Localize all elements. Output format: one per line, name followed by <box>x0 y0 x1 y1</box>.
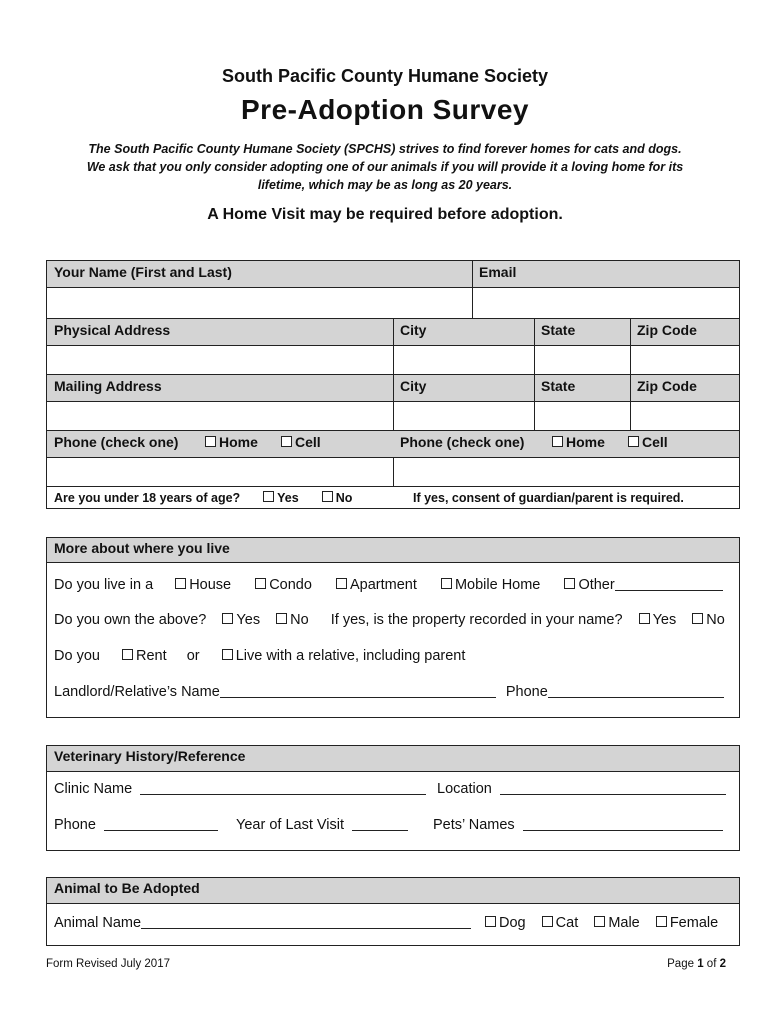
residence-section <box>46 537 740 718</box>
no-label: No <box>290 612 309 628</box>
age-no-option[interactable] <box>320 491 353 505</box>
mailing-city-input[interactable] <box>394 396 534 430</box>
own-no-option[interactable] <box>274 612 309 628</box>
divider <box>534 318 535 430</box>
option-condo[interactable] <box>253 577 312 593</box>
pets-names-input[interactable] <box>523 817 723 831</box>
phone2-input[interactable] <box>394 452 739 486</box>
option-other[interactable] <box>562 577 614 593</box>
female-option[interactable] <box>654 915 718 931</box>
live-in-prompt: Do you live in a <box>54 577 154 593</box>
email-label: Email <box>479 264 517 280</box>
yes-label: Yes <box>652 612 677 628</box>
recorded-prompt: If yes, is the property recorded in your name? <box>330 612 623 628</box>
phone1-cell-option[interactable] <box>279 433 321 451</box>
mailing-state-input[interactable] <box>535 396 630 430</box>
home-visit-notice: A Home Visit may be required before adoption. <box>207 206 563 223</box>
veterinary-header: Veterinary History/Reference <box>47 746 739 772</box>
checkbox[interactable] <box>639 613 650 624</box>
physical-city-input[interactable] <box>394 340 534 374</box>
phone2-label: Phone (check one) <box>400 434 525 450</box>
rent-row <box>54 647 465 665</box>
checkbox[interactable] <box>322 491 333 502</box>
checkbox[interactable] <box>175 578 186 589</box>
checkbox[interactable] <box>542 916 553 927</box>
option-label: House <box>189 577 232 593</box>
checkbox[interactable] <box>485 916 496 927</box>
no-label: No <box>706 612 725 628</box>
vet-phone-input[interactable] <box>104 817 218 831</box>
pets-names-row <box>433 816 723 834</box>
option-mobile-home[interactable] <box>439 577 540 593</box>
intro-text <box>40 140 730 194</box>
age-question-row <box>54 489 352 507</box>
rent-label: Rent <box>136 648 167 664</box>
vet-phone-label: Phone <box>54 817 96 833</box>
rent-option[interactable] <box>120 648 167 664</box>
pets-names-label: Pets’ Names <box>433 817 515 833</box>
mailing-zip-input[interactable] <box>631 396 739 430</box>
page-total: 2 <box>719 958 726 970</box>
landlord-row <box>54 683 724 701</box>
residence-header: More about where you live <box>47 538 739 563</box>
other-input[interactable] <box>615 577 723 591</box>
phone2-home-option[interactable] <box>550 433 605 451</box>
checkbox[interactable] <box>656 916 667 927</box>
checkbox[interactable] <box>263 491 274 502</box>
clinic-input[interactable] <box>140 781 426 795</box>
checkbox[interactable] <box>281 436 292 447</box>
intro-line: The South Pacific County Humane Society (SPCHS) strives to find forever homes for cats and dogs. <box>88 142 682 156</box>
last-visit-label: Year of Last Visit <box>236 817 345 833</box>
mailing-address-label: Mailing Address <box>54 378 162 394</box>
clinic-row <box>54 780 426 798</box>
name-input[interactable] <box>47 283 472 318</box>
option-label: Mobile Home <box>454 577 541 593</box>
last-visit-input[interactable] <box>352 817 408 831</box>
option-label: Male <box>608 915 640 931</box>
physical-state-input[interactable] <box>535 340 630 374</box>
phone-label: Phone (check one) <box>54 434 179 450</box>
do-you-prompt: Do you <box>54 648 100 664</box>
home-label: Home <box>566 434 605 450</box>
option-house[interactable] <box>173 577 231 593</box>
option-apartment[interactable] <box>334 577 417 593</box>
own-row <box>54 611 725 629</box>
page-current: 1 <box>697 958 704 970</box>
relative-label: Live with a relative, including parent <box>235 648 466 664</box>
mailing-address-input[interactable] <box>47 396 393 430</box>
home-label: Home <box>219 434 258 450</box>
email-input[interactable] <box>473 283 739 318</box>
checkbox[interactable] <box>255 578 266 589</box>
zip-label: Zip Code <box>637 322 697 338</box>
checkbox[interactable] <box>122 649 133 660</box>
animal-section <box>46 877 740 946</box>
physical-address-input[interactable] <box>47 340 393 374</box>
checkbox[interactable] <box>552 436 563 447</box>
checkbox[interactable] <box>336 578 347 589</box>
landlord-label: Landlord/Relative’s Name <box>54 684 220 700</box>
animal-name-input[interactable] <box>141 915 471 929</box>
location-row <box>437 780 726 798</box>
checkbox[interactable] <box>276 613 287 624</box>
phone1-input[interactable] <box>47 452 393 486</box>
state-label: State <box>541 322 576 338</box>
location-input[interactable] <box>500 781 726 795</box>
option-label: Dog <box>499 915 526 931</box>
age-question: Are you under 18 years of age? <box>54 491 241 505</box>
veterinary-section <box>46 745 740 851</box>
landlord-input[interactable] <box>220 684 496 698</box>
city-label: City <box>400 378 427 394</box>
cell-label: Cell <box>295 434 321 450</box>
dog-option[interactable] <box>483 915 526 931</box>
organization-name: South Pacific County Humane Society <box>221 66 549 86</box>
vet-phone-row <box>54 816 218 834</box>
divider <box>630 318 631 430</box>
checkbox[interactable] <box>222 613 233 624</box>
live-in-row <box>54 576 723 594</box>
option-label: Cat <box>555 915 579 931</box>
form-title: Pre-Adoption Survey <box>241 94 529 125</box>
page-number <box>667 958 726 970</box>
own-prompt: Do you own the above? <box>54 612 207 628</box>
yes-label: Yes <box>277 491 299 505</box>
intro-line: We ask that you only consider adopting one of our animals if you will provide it a loving home for its <box>86 160 684 174</box>
animal-name-row <box>54 914 471 932</box>
option-label: Other <box>578 577 615 593</box>
landlord-phone-input[interactable] <box>548 684 724 698</box>
checkbox[interactable] <box>222 649 233 660</box>
divider <box>47 486 739 487</box>
animal-header: Animal to Be Adopted <box>47 878 739 904</box>
city-label: City <box>400 322 427 338</box>
intro-line: lifetime, which may be as long as 20 years. <box>257 178 513 192</box>
last-visit-row <box>236 816 408 834</box>
checkbox[interactable] <box>628 436 639 447</box>
page-of: of <box>703 958 720 970</box>
checkbox[interactable] <box>594 916 605 927</box>
checkbox[interactable] <box>441 578 452 589</box>
animal-name-label: Animal Name <box>54 915 142 931</box>
zip-label: Zip Code <box>637 378 697 394</box>
animal-options-row <box>483 914 718 932</box>
yes-label: Yes <box>236 612 261 628</box>
option-label: Condo <box>269 577 312 593</box>
form-revised-note: Form Revised July 2017 <box>46 958 170 970</box>
physical-address-label: Physical Address <box>54 322 171 338</box>
physical-zip-input[interactable] <box>631 340 739 374</box>
phone2-cell-option[interactable] <box>626 433 668 451</box>
checkbox[interactable] <box>205 436 216 447</box>
phone1-home-option[interactable] <box>203 433 258 451</box>
state-label: State <box>541 378 576 394</box>
recorded-no-option[interactable] <box>690 612 725 628</box>
age-yes-option[interactable] <box>261 491 299 505</box>
recorded-yes-option[interactable] <box>637 612 677 628</box>
location-label: Location <box>437 781 492 797</box>
landlord-phone-label: Phone <box>505 684 548 700</box>
own-yes-option[interactable] <box>220 612 260 628</box>
contact-section <box>46 260 740 509</box>
male-option[interactable] <box>592 915 639 931</box>
consent-note: If yes, consent of guardian/parent is required. <box>413 491 684 505</box>
clinic-label: Clinic Name <box>54 781 133 797</box>
relative-option[interactable] <box>220 648 466 664</box>
no-label: No <box>335 491 353 505</box>
checkbox[interactable] <box>564 578 575 589</box>
option-label: Apartment <box>349 577 417 593</box>
option-label: Female <box>669 915 719 931</box>
name-label: Your Name (First and Last) <box>54 264 232 280</box>
cell-label: Cell <box>642 434 668 450</box>
cat-option[interactable] <box>540 915 579 931</box>
checkbox[interactable] <box>692 613 703 624</box>
page-prefix: Page <box>667 958 698 970</box>
or-label: or <box>186 648 200 664</box>
